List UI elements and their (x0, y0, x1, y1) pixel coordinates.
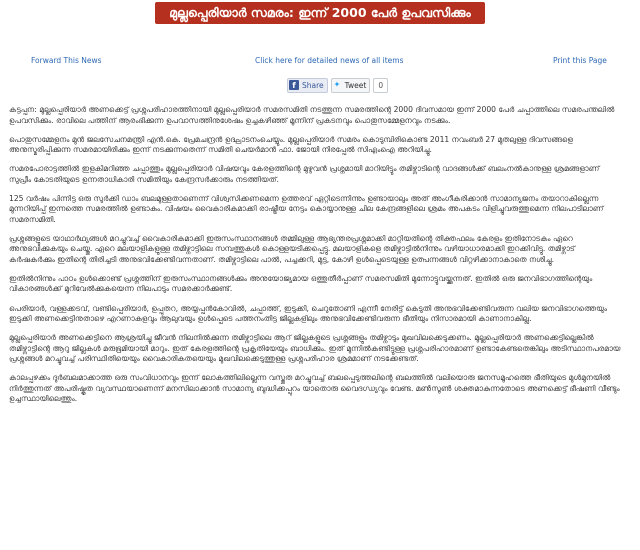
news-headline: മുല്ലപ്പെരിയാര്‍ സമരം: ഇന്ന് 2000 പേര്‍ ഉപവസിക്കും (155, 2, 484, 24)
tweet-count: 0 (373, 78, 388, 93)
facebook-icon: f (289, 80, 299, 90)
tweet-label: Tweet (344, 80, 367, 90)
detailed-news-link[interactable]: Click here for detailed news of all items (255, 56, 404, 65)
facebook-share-label: Share (302, 80, 324, 90)
facebook-share-button[interactable] (287, 78, 328, 93)
action-links-bar (0, 56, 640, 70)
share-bar (287, 78, 388, 92)
article-paragraph: മുല്ലപ്പെരിയാര്‍ അണക്കെട്ടിനെ ആശ്രയിച്ചു ജീവന്‍ നിലനില്‍ക്കുന്ന തമിഴ്നാട്ടിലെ ആറ് ജില്ലകളുടെ പ്രശ്നങ്ങളും തമിഴ്നാടും മുഖവിലക്കെടുക്കണം. മുല്ലപ്പെരിയാര്‍ അണക്കെട്ടില്ലെങ്കില്‍ തമിഴ്നാട്ടിന്റെ ആറു ജില്ലകള്‍ മരുഭൂമിയായി മാറും. ഇത് കേരളത്തിന്റെ പ്രകൃതിയേയും ബാധിക്കും. ഇത് മുന്നില്‍കണ്ടിട്ടുള്ള പ്രശ്നപരിഹാരമാണ് ഉണ്ടാകേണ്ടതെങ്കിലും അടിസ്ഥാനപരമായ പ്രശ്നങ്ങള്‍ മറച്ചുവച്ച് പരിസ്ഥിതിയെയും വൈകാരികതയെയും മുഖവിലക്കെടുത്തുള്ള പ്രശ്നപരിഹാര ശ്രമമാണ് നടക്കേണ്ടത്. (9, 333, 621, 364)
twitter-bird-icon: ✦ (333, 80, 341, 89)
forward-news-link[interactable]: Forward This News (31, 56, 102, 65)
article-paragraph: കാലപ്പഴക്കം ദുര്‍ബലമാക്കാത്ത ഒരു സംവിധാനവും ഇന്ന് ലോകത്തിലില്ലെന്ന വസ്തുത മറച്ചുവച്ച് ബലപ്പെടുത്തലിന്റെ ബലത്തില്‍ വലിയൊരു ജനസമൂഹത്തെ ഭീതിയുടെ മുള്‍മുനയില്‍ നിര്‍ത്തുന്നത് അപരിഷ്കൃത വ്യവസ്ഥയാണെന്ന് മനസിലാക്കാന്‍ സാമാന്യ ബുദ്ധിക്കപ്പുറം യാതൊരു വൈദഗ്ധ്യവും വേണ്ട. മണ്‍സൂണ്‍ ശക്തമാകുന്നതോടെ അണക്കെട്ട് ഭീഷണി വീണ്ടും ഉച്ചസ്ഥായിലെത്തും. (9, 373, 620, 404)
article-paragraph: ഇതില്‍നിന്നും പാഠം ഉള്‍ക്കൊണ്ട് പ്രശ്നത്തിന് ഇരുസംസ്ഥാനങ്ങള്‍ക്കും അനുയോജ്യമായ ഒത്തുതീര്‍പ്പാണ് സമരസമിതി മുന്നോട്ടുവയ്ക്കുന്നത്. ഇതില്‍ ഒരു ജനവിഭാഗത്തിന്റെയും വികാരങ്ങള്‍ക്ക് മുറിവേല്‍ക്കുകയെന്ന നിലപാടും സമരക്കാര്‍ക്കുണ്ട്. (9, 273, 593, 294)
print-page-link[interactable]: Print this Page (553, 56, 607, 65)
article-paragraph: പൊതുസമ്മേളനം മുന്‍ ജലസേചനമന്ത്രി എന്‍.കെ. പ്രേമചന്ദ്രന്‍ ഉദ്ഘാടനംചെയ്യും. മുല്ലപ്പെരിയാര്‍ സമരം കൊടുമ്പിരികൊണ്ട 2011 നവംബര്‍ 27 മുതലുള്ള ദിവസങ്ങളെ അനുസ്മരിപ്പിക്കുന്ന സമരമായിരിക്കും ഇന്ന് നടക്കുന്നതെന്ന് സമിതി ചെയര്‍മാന്‍ ഫാ. ജോയി നിരപ്പേല്‍ സിഎംഐ അറിയിച്ചു. (9, 134, 573, 155)
article-paragraph: സമരപോരാട്ടത്തില്‍ ഇളകിമറിഞ്ഞ ചപ്പാത്തും മുല്ലപ്പെരിയാര്‍ വിഷയവും കേരളത്തിന്റെ മുഴുവന്‍ പ്രശ്നമായി മാറിയിട്ടും തമിഴ്നാടിന്റെ വാദങ്ങള്‍ക്ക് ബലംനല്‍കാനുള്ള ശ്രമങ്ങളാണ് സുപ്രീം കോടതിയുടെ ഉന്നതാധികാരി സമിതിയും കേന്ദ്രസര്‍ക്കാരും നടത്തിയത്. (9, 164, 600, 184)
article-paragraph: കട്ടപ്പന: മുല്ലപ്പെരിയാര്‍ അണക്കെട്ട് പ്രശ്നപരിഹാരത്തിനായി മുല്ലപ്പെരിയാര്‍ സമരസമിതി നടത്തുന്ന സമരത്തിന്റെ 2000 ദിവസമായ ഇന്ന് 2000 പേര്‍ ചപ്പാത്തിലെ സമരപന്തലില്‍ ഉപവസിക്കും. രാവിലെ പത്തിന് ആരംഭിക്കുന്ന ഉപവാസത്തിനുശേഷം ഉച്ചകഴിഞ്ഞ് മൂന്നിന് പ്രകടനവും പൊതുസമ്മേളനവും നടക്കും. (9, 105, 615, 125)
tweet-button[interactable] (331, 78, 371, 93)
article-paragraph: പെരിയാര്‍, വള്ളക്കടവ്, വണ്ടിപ്പെരിയാര്‍, ഉപ്പുതറ, അയ്യപ്പന്‍കോവില്‍, ചപ്പാത്ത്, ഇടുക്കി, ചെറുതോണി എന്നീ നേരിട്ട് കെടുതി അനുഭവിക്കേണ്ടിവരുന്ന വലിയ ജനവിഭാഗത്തെയും ഇടുക്കി അണക്കെട്ടിനുതാഴെ എറണാകുളവും ആലുവയും ഉള്‍പ്പെടെ പത്തനംതിട്ട ജില്ലകളിലും അനുഭവിക്കേണ്ടിവരുന്ന ഭീതിയും നിസാരമായി കാണാനാകില്ല. (9, 303, 608, 324)
article-paragraph: പ്രശ്നങ്ങളുടെ യാഥാര്‍ഥ്യങ്ങള്‍ മറച്ചുവച്ച് വൈകാരികമാക്കി ഇരുസംസ്ഥാനങ്ങള്‍ തമ്മിലുള്ള ആഭ്യന്തരപ്രശ്നമാക്കി മാറ്റിയതിന്റെ തിക്തഫലം കേരളം ഇതിനോടകം ഏറെ അനുഭവിക്കുകയും ചെയ്തു. ഏറെ മലയാളികളുള്ള തമിഴ്നാട്ടിലെ സമ്പത്തുകള്‍ കൊള്ളയടിക്കപ്പെട്ടു. മലയാളികളെ തമിഴ്നാട്ടില്‍നിന്നും വഴിയാധാരമാക്കി ഇറക്കിവിട്ടു. തമിഴ്നാട് കര്‍ഷകര്‍ക്കും ഇതിന്റെ തിരിച്ചടി അനുഭവിക്കേണ്ടിവന്നതാണ്. തമിഴ്നാട്ടിലെ പാല്‍, പച്ചക്കറി, മുട്ട, കോഴി ഉള്‍പ്പെടെയുള്ള ഉത്പന്നങ്ങള്‍ വിറ്റഴിക്കാനാകാതെ നശിച്ചു. (9, 233, 575, 264)
article-paragraph: 125 വര്‍ഷം പിന്നിട്ട ഒരു സുര്‍ക്കി ഡാം ബലമുള്ളതാണെന്ന് വിശ്വസിക്കണമെന്ന ഉത്തരവ് ഏറ്റിടെന്നിന്നും ഉണ്ടായാലും അത് അംഗീകരിക്കാന്‍ സാമാന്യജനം തയാറാകില്ലെന്ന മുന്നറിയിപ്പ് ഇന്നത്തെ സമരത്തില്‍ ഉണ്ടാകും. വിഷയം വൈകാരികമാക്കി രാഷ്ട്രീയ നേട്ടം കൊയ്യാനുള്ള ചില കേന്ദ്രങ്ങളിലെ ശ്രമം അപകടം വിളിച്ചുവരുത്തുമെന്ന നിലപാടിലാണ് സമരസമിതി. (9, 193, 604, 224)
article-body (9, 105, 621, 413)
title-bar (0, 0, 640, 26)
